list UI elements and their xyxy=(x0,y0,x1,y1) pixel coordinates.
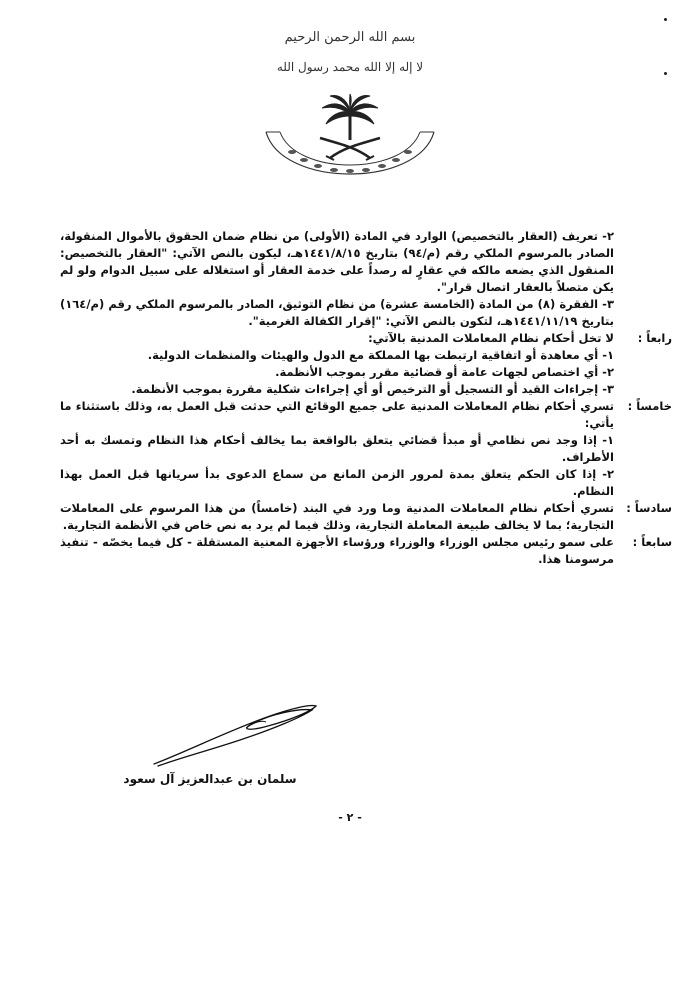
basmala: بسم الله الرحمن الرحيم xyxy=(284,30,416,45)
section-sixth xyxy=(60,500,672,534)
section-label: سادساً : xyxy=(626,501,672,515)
list-item: ٣- إجراءات القيد أو التسجيل أو الترخيص أو أي إجراءات شكلية مقررة بموجب الأنظمة. xyxy=(131,382,614,396)
margin-dot xyxy=(664,18,667,21)
list-item: ٣- الفقرة (٨) من المادة (الخامسة عشرة) من نظام التوثيق، الصادر بالمرسوم الملكي رقم (م/١٦٤) بتاريخ ١٤٤١/١١/١٩هـ، لتكون بالنص الآتي: "إقرار الكفالة الغرمية". xyxy=(60,297,614,328)
section-label: خامساً : xyxy=(627,399,672,413)
intro-section xyxy=(60,228,672,330)
page-number: - ٢ - xyxy=(338,811,362,824)
signer-name: سلمان بن عبدالعزيز آل سعود xyxy=(123,772,297,786)
section-lead: تسري أحكام نظام المعاملات المدنية وما ورد في البند (خامساً) من هذا المرسوم على المعاملات التجارية؛ بما لا يخالف طبيعة المعاملة التجارية، وذلك فيما لم يرد به نص خاص في الأنظمة التجارية. xyxy=(60,501,614,532)
decree-body xyxy=(60,228,672,568)
seal-text xyxy=(262,188,438,195)
list-item: ٢- تعريف (العقار بالتخصيص) الوارد في المادة (الأولى) من نظام ضمان الحقوق بالأموال المنقولة، الصادر بالمرسوم الملكي رقم (م/٩٤) بتاريخ ١٤٤١/٨/١٥هـ، ليكون بالنص الآتي: "العقار بالتخصيص: المنقول الذي يضعه مالكه في عقارٍ له رصداً على خدمة العقار أو استغلاله على سبيل الدوام ولو لم يكن متصلاً بالعقار اتصال قرار". xyxy=(60,229,614,294)
section-fifth xyxy=(60,398,672,500)
section-lead: على سمو رئيس مجلس الوزراء والوزراء ورؤساء الأجهزة المعنية المستقلة - كل فيما يخصّه - تنفيذ مرسومنا هذا. xyxy=(60,535,614,566)
section-label xyxy=(614,228,672,330)
list-item: ٢- إذا كان الحكم يتعلق بمدة لمرور الزمن المانع من سماع الدعوى بدأ سريانها قبل العمل بهذا النظام. xyxy=(60,467,614,498)
section-label: سابعاً : xyxy=(632,535,672,549)
list-item: ١- إذا وجد نص نظامي أو مبدأ قضائي يتعلق بالواقعة بما يخالف أحكام هذا النظام وتمسك به أحد الأطراف. xyxy=(60,433,614,464)
list-item: ١- أي معاهدة أو اتفاقية ارتبطت بها المملكة مع الدول والهيئات والمنظمات الدولية. xyxy=(147,348,614,362)
handwritten-signature xyxy=(150,700,320,770)
shahada: لا إله إلا الله محمد رسول الله xyxy=(276,60,424,74)
section-label: رابعاً : xyxy=(637,331,672,345)
section-lead: تسري أحكام نظام المعاملات المدنية على جميع الوقائع التي حدثت قبل العمل به، وذلك باستثناء ما يأتي: xyxy=(60,399,614,430)
section-lead: لا تخل أحكام نظام المعاملات المدنية بالآتي: xyxy=(368,331,614,345)
list-item: ٢- أي اختصاص لجهات عامة أو قضائية مقرر بموجب الأنظمة. xyxy=(275,365,614,379)
section-seventh xyxy=(60,534,672,568)
section-fourth xyxy=(60,330,672,398)
